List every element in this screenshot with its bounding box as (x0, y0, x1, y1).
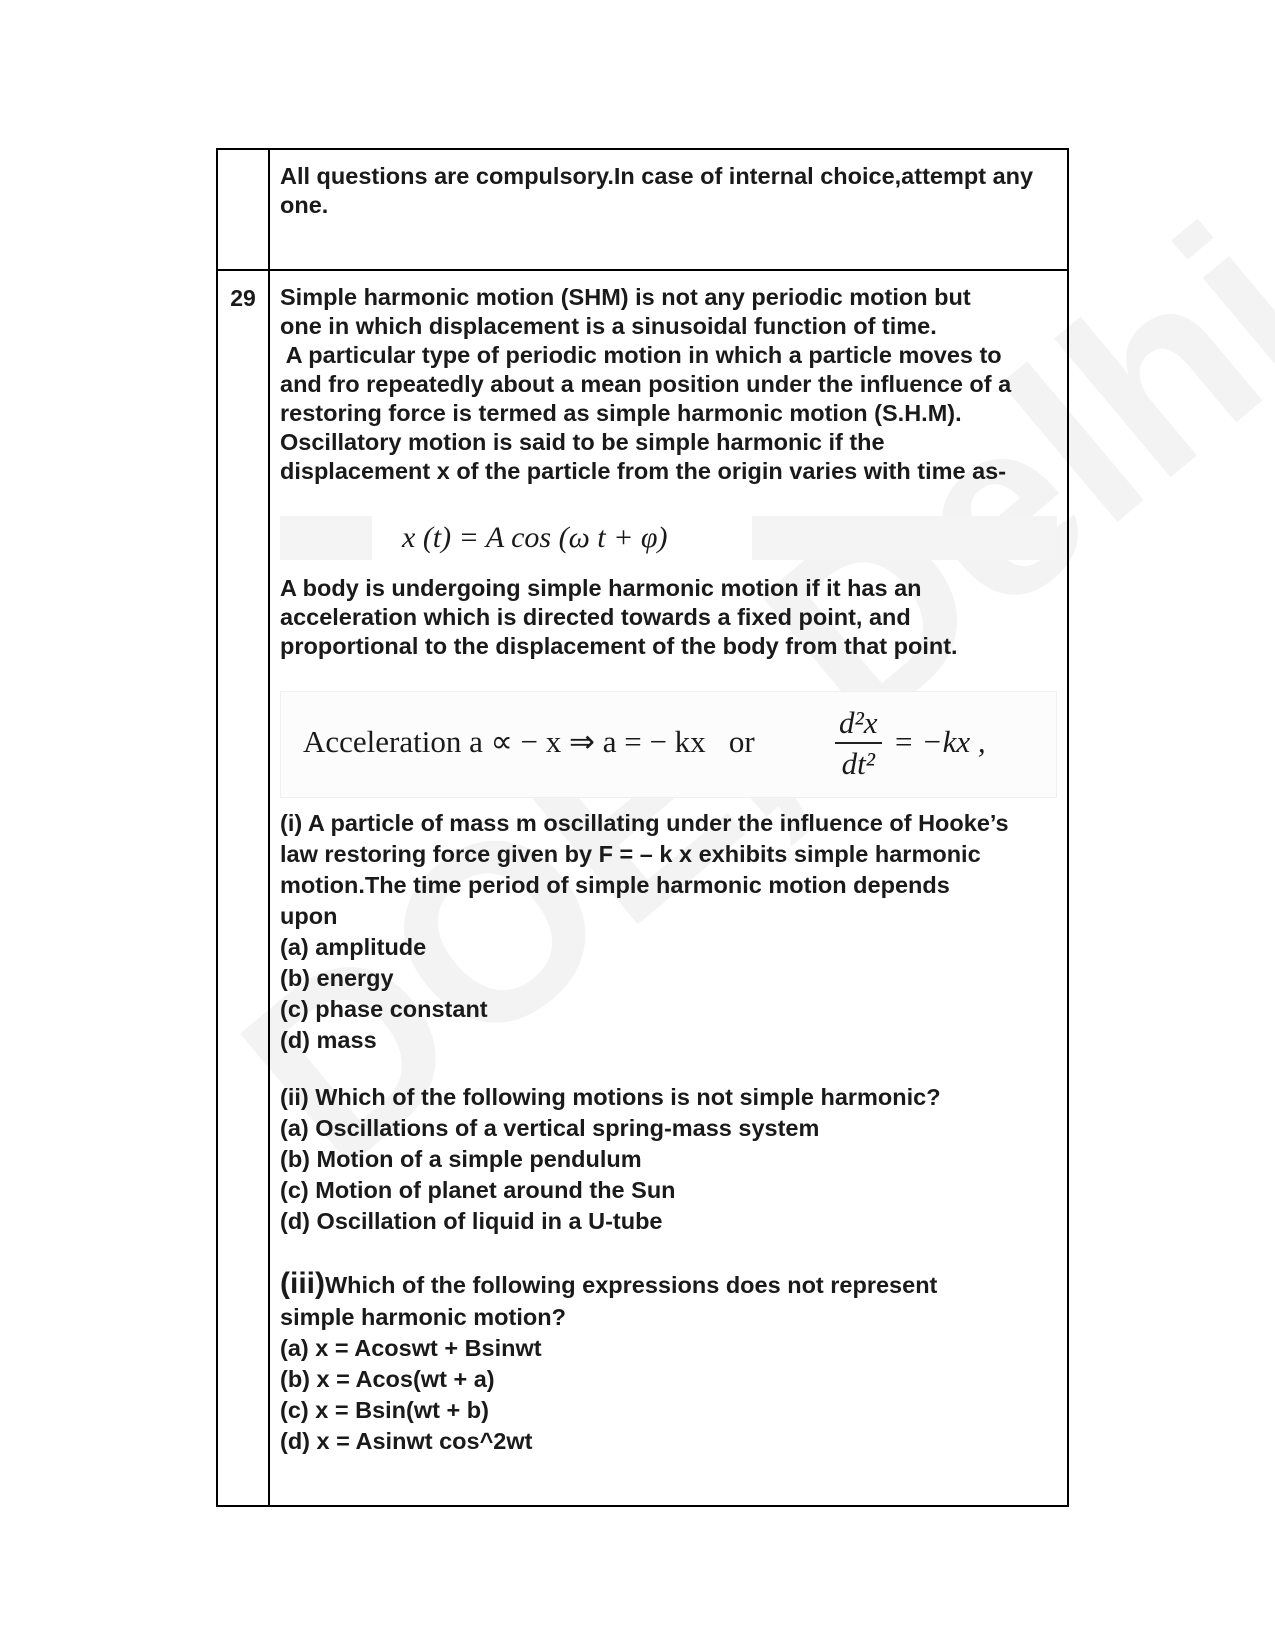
acceleration-equation (280, 691, 1057, 798)
sub3-stem-line-2: simple harmonic motion? (280, 1304, 566, 1330)
sub3-option-d: (d) x = Asinwt cos^2wt (280, 1428, 533, 1454)
sub2-option-d: (d) Oscillation of liquid in a U-tube (280, 1208, 663, 1234)
fraction-denominator: dt² (841, 746, 875, 781)
definition-paragraph (280, 574, 1057, 661)
intro-line: Simple harmonic motion (SHM) is not any periodic motion but (280, 284, 971, 310)
displacement-equation (280, 516, 1057, 560)
derivative-fraction (835, 704, 882, 784)
empty-number-cell (217, 149, 269, 270)
sub3-option-a: (a) x = Acoswt + Bsinwt (280, 1335, 542, 1361)
sub3-stem-line (280, 1267, 1057, 1302)
question-content (269, 270, 1068, 1506)
sub3-option-b: (b) x = Acos(wt + a) (280, 1366, 495, 1392)
sub-question-2 (280, 1082, 1057, 1237)
fraction-numerator: d²x (835, 704, 882, 744)
intro-line: Oscillatory motion is said to be simple harmonic if the (280, 429, 885, 455)
sub3-label: (iii) (280, 1267, 325, 1300)
sub3-stem-text: Which of the following expressions does not represent (325, 1272, 938, 1298)
question-row (217, 270, 1068, 1506)
body-line: proportional to the displacement of the body from that point. (280, 633, 958, 659)
sub1-option-c: (c) phase constant (280, 996, 488, 1022)
question-table (216, 148, 1069, 1507)
sub2-option-b: (b) Motion of a simple pendulum (280, 1146, 642, 1172)
sub-question-1 (280, 808, 1057, 1056)
sub1-option-b: (b) energy (280, 965, 394, 991)
sub2-option-a: (a) Oscillations of a vertical spring-mass system (280, 1115, 820, 1141)
sub2-stem: (ii) Which of the following motions is not simple harmonic? (280, 1084, 941, 1110)
intro-line: A particular type of periodic motion in which a particle moves to (280, 342, 1002, 368)
intro-paragraph (280, 283, 1057, 486)
intro-line: and fro repeatedly about a mean position under the influence of a (280, 371, 1012, 397)
body-line: acceleration which is directed towards a fixed point, and (280, 604, 911, 630)
intro-line: displacement x of the particle from the origin varies with time as- (280, 458, 1007, 484)
equation-text: x (t) = A cos (ω t + φ) (372, 516, 752, 560)
sub2-option-c: (c) Motion of planet around the Sun (280, 1177, 676, 1203)
equation-left: Acceleration a ∝ − x ⇒ a = − kx or (303, 724, 755, 759)
body-line: A body is undergoing simple harmonic motion if it has an (280, 575, 922, 601)
intro-line: one in which displacement is a sinusoidal function of time. (280, 313, 937, 339)
sub1-stem-line: upon (280, 903, 338, 929)
sub3-option-c: (c) x = Bsin(wt + b) (280, 1397, 489, 1423)
instruction-cell (269, 149, 1068, 270)
sub1-option-d: (d) mass (280, 1027, 377, 1053)
sub1-stem-line: motion.The time period of simple harmonic motion depends (280, 872, 950, 898)
sub1-option-a: (a) amplitude (280, 934, 427, 960)
intro-line: restoring force is termed as simple harmonic motion (S.H.M). (280, 400, 962, 426)
sub1-stem-line: (i) A particle of mass m oscillating under the influence of Hooke’s (280, 810, 1009, 836)
instruction-text: All questions are compulsory.In case of internal choice,attempt any one. (280, 163, 1034, 218)
instruction-row (217, 149, 1068, 270)
question-number: 29 (217, 270, 269, 1506)
equation-right: = −kx , (893, 724, 986, 759)
sub-question-3 (280, 1267, 1057, 1457)
sub1-stem-line: law restoring force given by F = – k x exhibits simple harmonic (280, 841, 981, 867)
